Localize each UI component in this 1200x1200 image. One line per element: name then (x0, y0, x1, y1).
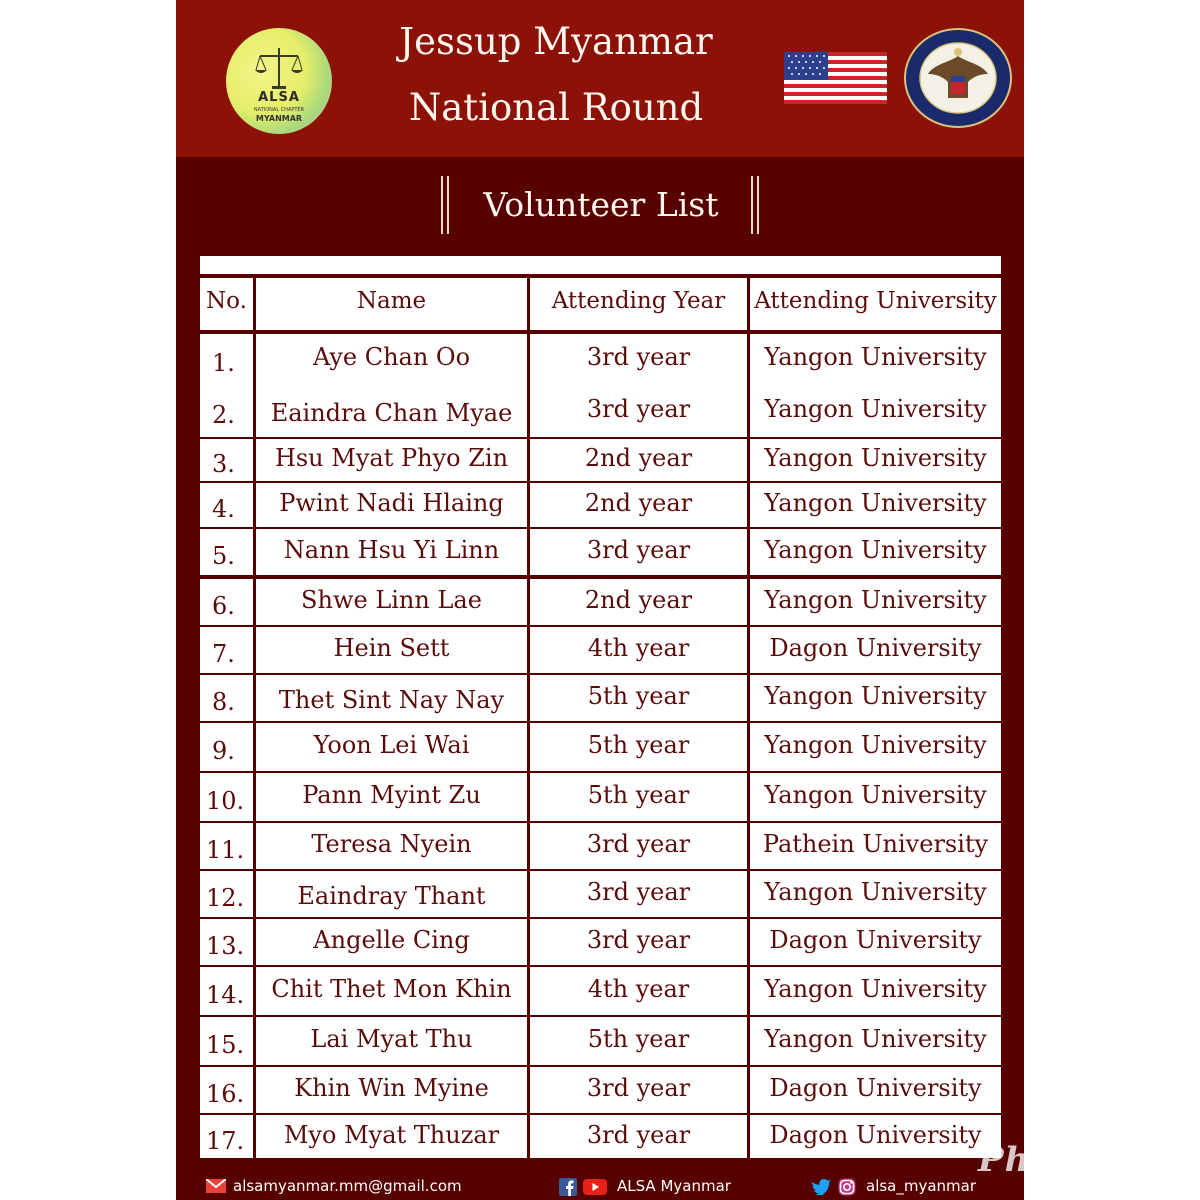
table-cell-university-text: Yangon University (764, 536, 987, 564)
table-cell-name-text: Shwe Linn Lae (301, 586, 482, 614)
table-cell-name (256, 579, 527, 625)
table-cell-no (200, 529, 253, 575)
table-cell-year (530, 1115, 747, 1158)
youtube-icon (583, 1179, 607, 1195)
table-cell-name-text: Hsu Myat Phyo Zin (274, 444, 509, 472)
table-cell-year (530, 1067, 747, 1113)
table-cell-year-text: 3rd year (586, 394, 691, 423)
table-cell-name (256, 723, 527, 771)
table-cell-year (530, 1017, 747, 1065)
table-cell-university-text: Yangon University (764, 731, 987, 759)
table-cell-university (750, 627, 1001, 673)
table-cell-year-text: 3rd year (586, 878, 691, 906)
table-cell-name (256, 675, 527, 721)
table-cell-name (256, 627, 527, 673)
footer (176, 1172, 1024, 1200)
alsa-logo-country: MYANMAR (255, 114, 303, 123)
table-cell-name (256, 334, 527, 384)
table-cell-year (530, 439, 747, 481)
table-cell-name-text: Chit Thet Mon Khin (271, 975, 512, 1003)
contact-email: alsamyanmar.mm@gmail.com (233, 1177, 462, 1195)
instagram-icon (838, 1178, 856, 1196)
section-header (176, 172, 1024, 238)
alsa-logo (226, 28, 332, 134)
table-cell-year (530, 871, 747, 917)
table-cell-university-text: Yangon University (764, 975, 987, 1003)
scales-of-justice-icon (254, 46, 304, 90)
table-cell-year-text: 5th year (587, 781, 690, 809)
table-cell-university (750, 675, 1001, 721)
twitter-icon (812, 1179, 832, 1195)
table-cell-no (200, 871, 253, 917)
table-cell-university (750, 1067, 1001, 1113)
table-cell-no-text: 15. (206, 1031, 245, 1059)
table-cell-name-text: Pwint Nadi Hlaing (279, 489, 504, 517)
table-header-cell (256, 278, 527, 330)
table-cell-university (750, 1115, 1001, 1158)
table-cell-university-text: Yangon University (764, 343, 987, 371)
table-cell-university (750, 439, 1001, 481)
table-cell-no-text: 7. (212, 640, 235, 668)
table-cell-year-text: 5th year (587, 682, 690, 710)
table-cell-year (530, 483, 747, 527)
table-cell-no (200, 773, 253, 821)
table-cell-university-text: Yangon University (764, 781, 987, 809)
table-cell-name-text: Pann Myint Zu (302, 781, 481, 809)
table-cell-no-text: 3. (212, 450, 235, 478)
table-cell-university-text: Yangon University (764, 586, 987, 614)
table-cell-name (256, 1067, 527, 1113)
table-cell-no (200, 483, 253, 527)
table-cell-year (530, 627, 747, 673)
alsa-logo-chapter: NATIONAL CHAPTER (253, 107, 305, 113)
table-cell-university (750, 919, 1001, 965)
table-top-strip (200, 256, 1001, 274)
table-cell-university (750, 871, 1001, 917)
table-cell-year-text: 3rd year (586, 343, 691, 371)
table-cell-year (530, 384, 747, 437)
table-cell-university (750, 579, 1001, 625)
table-cell-no-text: 16. (206, 1080, 245, 1108)
poster (176, 0, 1024, 1200)
table-cell-no (200, 723, 253, 771)
table-cell-university (750, 384, 1001, 437)
us-flag-icon (784, 52, 887, 104)
section-divider-right (751, 176, 753, 234)
table-cell-university (750, 529, 1001, 575)
table-cell-year-text: 3rd year (586, 536, 691, 564)
table-cell-university-text: Yangon University (764, 444, 987, 472)
table-cell-university (750, 773, 1001, 821)
table-cell-no (200, 823, 253, 869)
table-cell-no-text: 17. (206, 1126, 245, 1155)
table-cell-name-text: Hein Sett (333, 634, 450, 662)
table-cell-year (530, 967, 747, 1015)
table-cell-university-text: Pathein University (762, 830, 989, 858)
table-cell-university-text: Yangon University (764, 1025, 987, 1053)
table-cell-name (256, 967, 527, 1015)
table-cell-name-text: Aye Chan Oo (312, 343, 471, 371)
table-header-label: Attending Year (551, 288, 726, 314)
table-header-cell (530, 278, 747, 330)
table-cell-no-text: 2. (212, 400, 235, 429)
table-cell-no (200, 919, 253, 965)
table-cell-year-text: 3rd year (586, 1120, 691, 1149)
social-twitter-instagram: alsa_myanmar (866, 1177, 977, 1195)
table-cell-year-text: 4th year (587, 975, 690, 1003)
section-title: Volunteer List (483, 185, 719, 224)
table-cell-year (530, 823, 747, 869)
table-cell-no (200, 384, 253, 437)
table-cell-name-text: Eaindray Thant (297, 882, 486, 910)
social-facebook-youtube: ALSA Myanmar (617, 1177, 731, 1195)
table-cell-name-text: Angelle Cing (313, 926, 470, 954)
table-cell-year (530, 773, 747, 821)
volunteer-table (200, 256, 1001, 1161)
table-cell-name-text: Lai Myat Thu (310, 1025, 473, 1053)
table-cell-no (200, 1067, 253, 1113)
table-cell-university (750, 483, 1001, 527)
table-cell-university-text: Yangon University (764, 682, 987, 710)
table-cell-year-text: 4th year (587, 634, 690, 662)
table-cell-name (256, 483, 527, 527)
table-cell-year-text: 3rd year (586, 830, 691, 858)
table-cell-university-text: Yangon University (764, 878, 987, 906)
table-cell-university (750, 823, 1001, 869)
table-cell-university-text: Yangon University (764, 394, 987, 423)
table-cell-university-text: Dagon University (769, 926, 982, 954)
table-cell-no-text: 13. (206, 932, 245, 960)
header-banner (176, 0, 1024, 157)
table-cell-university (750, 1017, 1001, 1065)
table-cell-year-text: 3rd year (586, 1074, 691, 1102)
table-cell-year-text: 2nd year (584, 586, 693, 614)
department-of-state-seal-icon (904, 28, 1012, 128)
table-cell-university-text: Dagon University (769, 634, 982, 662)
alsa-logo-text: ALSA (258, 90, 300, 105)
table-cell-name (256, 871, 527, 917)
table-cell-university-text: Dagon University (769, 1074, 982, 1102)
table-cell-name-text: Yoon Lei Wai (313, 731, 470, 759)
table-cell-name-text: Myo Myat Thuzar (283, 1120, 500, 1149)
table-cell-no (200, 967, 253, 1015)
table-cell-year (530, 723, 747, 771)
table-cell-name-text: Teresa Nyein (311, 830, 472, 858)
table-cell-year (530, 334, 747, 384)
table-cell-no (200, 627, 253, 673)
page-title-line-2: National Round (408, 86, 704, 129)
table-cell-year (530, 529, 747, 575)
table-cell-name (256, 529, 527, 575)
table-cell-year (530, 919, 747, 965)
table-cell-year (530, 675, 747, 721)
table-header-cell (200, 278, 253, 330)
table-header-label: Name (356, 288, 427, 314)
table-cell-no (200, 334, 253, 384)
table-cell-name (256, 919, 527, 965)
table-cell-university (750, 334, 1001, 384)
mail-icon (206, 1179, 226, 1193)
table-cell-no-text: 5. (212, 542, 235, 570)
table-cell-year-text: 2nd year (584, 489, 693, 517)
table-cell-no (200, 675, 253, 721)
table-cell-name (256, 1017, 527, 1065)
table-cell-no (200, 1017, 253, 1065)
table-cell-no (200, 579, 253, 625)
table-cell-name (256, 1115, 527, 1158)
table-cell-name (256, 773, 527, 821)
table-cell-name (256, 439, 527, 481)
table-cell-name (256, 823, 527, 869)
facebook-icon (559, 1178, 577, 1196)
section-divider-left (441, 176, 443, 234)
table-cell-university (750, 723, 1001, 771)
table-cell-no-text: 1. (212, 349, 235, 377)
table-header-label: Attending University (754, 288, 997, 314)
table-cell-year-text: 5th year (587, 1025, 690, 1053)
table-cell-no-text: 14. (206, 981, 245, 1009)
table-header-cell (750, 278, 1001, 330)
table-cell-name-text: Eaindra Chan Myae (270, 398, 513, 427)
table-cell-year-text: 3rd year (586, 926, 691, 954)
table-header-label: No. (206, 288, 247, 314)
table-cell-year-text: 5th year (587, 731, 690, 759)
table-cell-university-text: Dagon University (769, 1120, 982, 1149)
table-cell-no-text: 9. (212, 737, 235, 765)
page-title-line-1: Jessup Myanmar (399, 20, 713, 63)
table-cell-no-text: 8. (212, 688, 235, 716)
table-cell-year (530, 579, 747, 625)
table-cell-no-text: 12. (206, 884, 245, 912)
table-cell-name-text: Khin Win Myine (294, 1074, 489, 1102)
table-cell-no-text: 4. (212, 495, 235, 523)
table-cell-no-text: 6. (212, 592, 235, 620)
section-divider-right-2 (757, 176, 759, 234)
table-cell-year-text: 2nd year (584, 444, 693, 472)
table-cell-no-text: 11. (206, 836, 245, 864)
table-cell-university-text: Yangon University (764, 489, 987, 517)
photogrid-watermark: PhotoGrid (978, 1140, 1182, 1180)
table-cell-no (200, 1115, 253, 1158)
table-cell-name (256, 384, 527, 437)
table-cell-no-text: 10. (206, 787, 245, 815)
table-cell-university (750, 967, 1001, 1015)
table-cell-no (200, 439, 253, 481)
table-cell-name-text: Thet Sint Nay Nay (278, 686, 505, 714)
table-cell-name-text: Nann Hsu Yi Linn (283, 536, 500, 564)
